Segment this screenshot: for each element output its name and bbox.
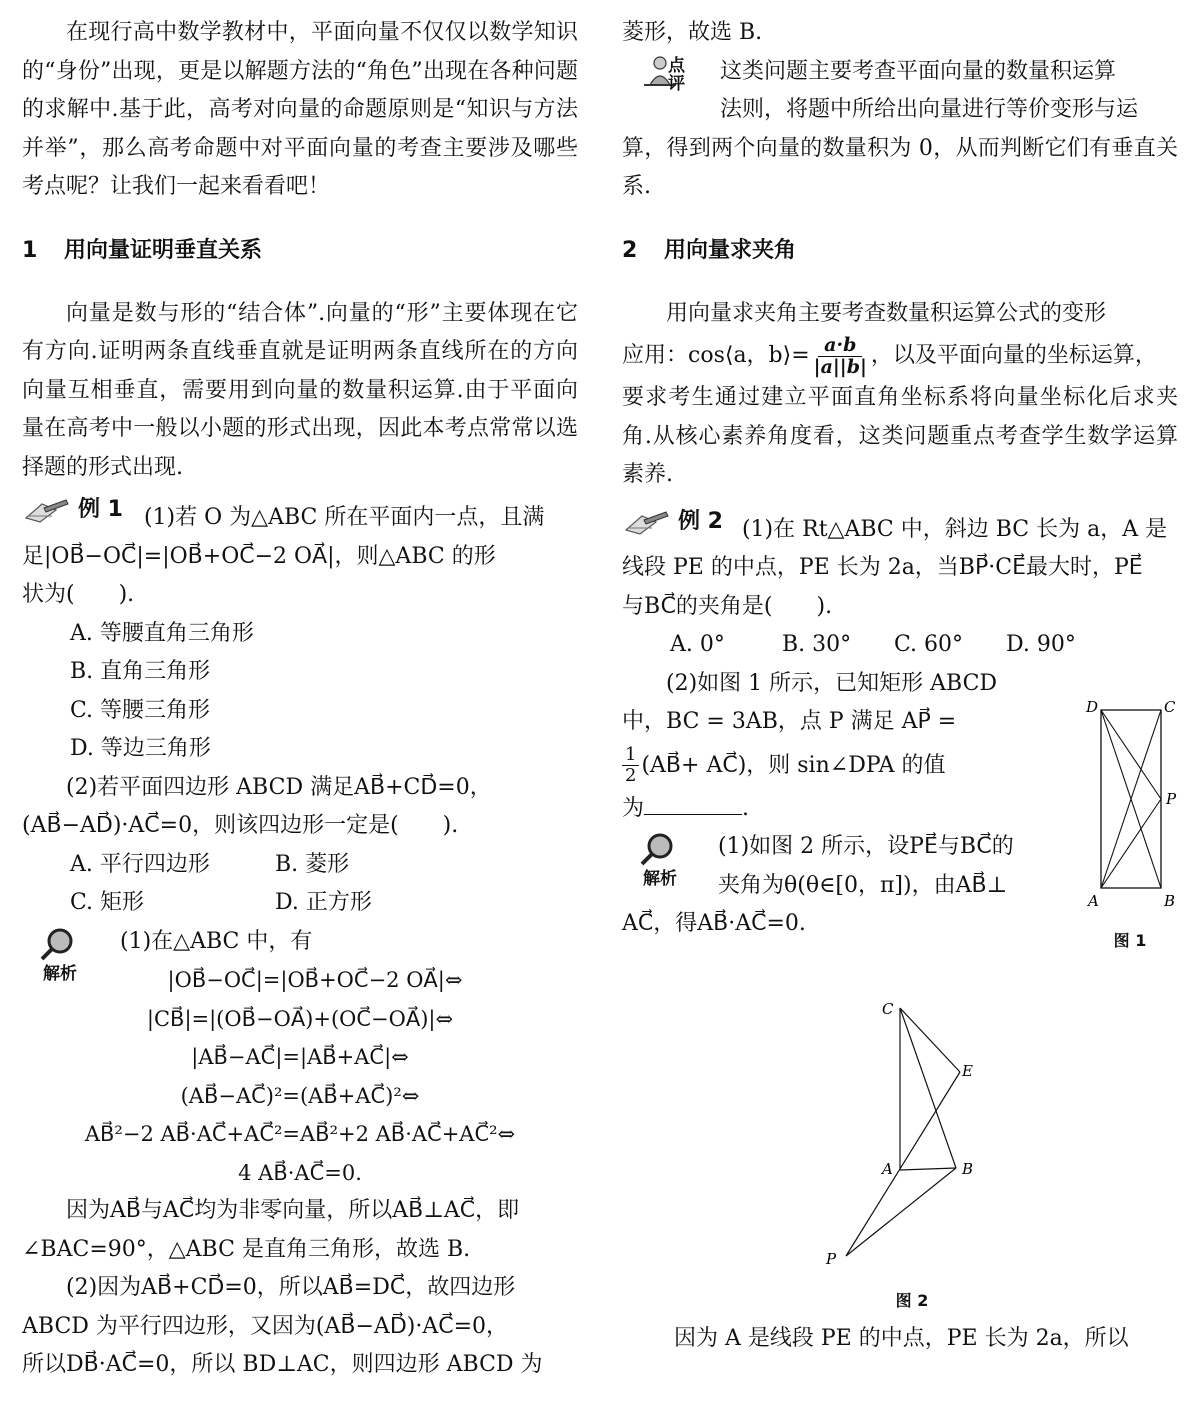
half-denominator: 2: [625, 765, 637, 787]
example-1-q1-text-3: 状为( ).: [22, 582, 135, 608]
ex2-q2-line4-text: 为: [622, 795, 645, 821]
section-2-heading: [622, 207, 1178, 295]
solution-1-equation: |OB⃗−OC⃗|=|OB⃗+OC⃗−2 OA⃗|⇔: [167, 968, 463, 993]
fig2-label-b: B: [962, 1160, 974, 1178]
formula-suffix: ，以及平面向量的坐标运算，: [870, 342, 1157, 368]
comment-line-1: 这类问题主要考查平面向量的数量积运算: [720, 58, 1117, 84]
section-2-formula-line: [622, 333, 1178, 379]
example-2-q1-text-3: 与BC⃗的夹角是( ).: [622, 593, 833, 619]
ex2-q2-line3-text: (AB⃗+ AC⃗)，则 sin∠DPA 的值: [641, 752, 946, 778]
section-1-number: 1: [22, 237, 38, 263]
left-column: [22, 14, 578, 1385]
comment-badge: [622, 55, 698, 93]
solution-1-equation: (AB⃗−AC⃗)²=(AB⃗+AC⃗)²⇔: [180, 1083, 420, 1108]
figure-2-caption: 图 2: [895, 1291, 929, 1310]
solution-1-conclusion-1: 因为AB⃗与AC⃗均为非零向量，所以AB⃗⊥AC⃗，即: [66, 1198, 520, 1224]
solution-1-intro: (1)在△ABC 中，有: [120, 928, 313, 954]
section-1-title: 用向量证明垂直关系: [64, 237, 263, 263]
example-1-label: 例 1: [78, 497, 123, 522]
example-2-tag: [622, 503, 723, 542]
solution-2-text-1: (1)如图 2 所示，设PE⃗与BC⃗的: [718, 834, 1014, 860]
solution-1-equation: 4 AB⃗·AC⃗=0.: [238, 1160, 362, 1185]
solution-1-conclusion-2: ∠BAC=90°，△ABC 是直角三角形，故选 B.: [22, 1236, 471, 1262]
fig1-label-d: D: [1086, 698, 1099, 716]
segment-ce: [900, 1008, 960, 1072]
solution-2-text-3: AC⃗，得AB⃗·AC⃗=0.: [622, 911, 806, 937]
solution-1-equation: AB⃗²−2 AB⃗·AC⃗+AC⃗²=AB⃗²+2 AB⃗·AC⃗+AC⃗²⇔: [84, 1122, 516, 1147]
half-numerator: 1: [622, 745, 639, 766]
answer-blank: [644, 792, 742, 815]
final-line: 因为 A 是线段 PE 的中点，PE 长为 2a，所以: [674, 1326, 1129, 1351]
example-1-tag: [22, 491, 123, 530]
example-2-q2-text-3: [622, 742, 1036, 790]
figure-2-diagram: [816, 996, 996, 1272]
continued-text: 菱形，故选 B.: [622, 20, 763, 45]
ex2-option-d: D. 90°: [1006, 632, 1076, 658]
ex1-q2-options-row-2: [22, 884, 578, 923]
fig1-label-a: A: [1088, 892, 1099, 910]
fig1-label-c: C: [1164, 698, 1176, 716]
ex1-q1-option-d: D. 等边三角形: [70, 736, 211, 762]
example-2-label: 例 2: [678, 508, 723, 534]
solution-1-badge: [22, 927, 98, 983]
comment-rest: 算，得到两个向量的数量积为 0，从而判断它们有垂直关系.: [622, 135, 1178, 199]
example-2-q2-text-1: (2)如图 1 所示，已知矩形 ABCD: [666, 670, 998, 696]
solution-1-equation: |CB⃗|=|(OB⃗−OA⃗)+(OC⃗−OA⃗)|⇔: [146, 1006, 454, 1031]
figure-1-caption: 图 1: [1113, 931, 1147, 950]
ex2-q1-options: [622, 626, 1178, 665]
segment-ap: [1101, 799, 1161, 888]
ex1-q2-option-a: A. 平行四边形: [70, 851, 210, 877]
segment-dp: [1101, 710, 1161, 799]
ex1-q1-option-c: C. 等腰三角形: [70, 697, 211, 723]
example-2-q2-block: [622, 665, 1036, 944]
pen-paper-icon: [622, 508, 672, 536]
solution-1-label: 解析: [43, 963, 77, 984]
section-2-title: 用向量求夹角: [664, 237, 797, 263]
solution-2-block: [622, 828, 1036, 905]
example-1-q2-text-1: (2)若平面四边形 ABCD 满足AB⃗+CD⃗=0，: [66, 774, 492, 800]
example-2-q1-text-1: (1)在 Rt△ABC 中，斜边 BC 长为 a，A 是: [741, 516, 1168, 542]
solution-2-line-3: 所以DB⃗·AC⃗=0，所以 BD⊥AC，则四边形 ABCD 为: [22, 1352, 543, 1378]
solution-2-line-1: (2)因为AB⃗+CD⃗=0，所以AB⃗=DC⃗，故四边形: [66, 1275, 516, 1301]
example-1-q2-text-2: (AB⃗−AD⃗)·AC⃗=0，则该四边形一定是( ).: [22, 813, 459, 839]
fig1-label-b: B: [1164, 892, 1176, 910]
example-1-q1-text-2: 足|OB⃗−OC⃗|=|OB⃗+OC⃗−2 OA⃗|，则△ABC 的形: [22, 543, 496, 569]
ex2-option-b: B. 30°: [782, 632, 852, 658]
figure-1: [1080, 694, 1190, 954]
section-2-rest: 要求考生通过建立平面直角坐标系将向量坐标化后求夹角.从核心素养角度看，这类问题重点考查学生数学运算素养.: [622, 385, 1178, 487]
example-2-line-1: [622, 503, 1178, 550]
fig2-label-e: E: [962, 1062, 973, 1080]
section-1-heading: [22, 207, 578, 295]
ex1-q2-option-b: B. 菱形: [275, 851, 350, 877]
figure-1-diagram: [1080, 694, 1190, 914]
fig1-label-p: P: [1166, 790, 1177, 808]
segment-cb: [900, 1008, 956, 1168]
magnifier-icon: [38, 927, 82, 961]
example-2-q2-text-4: 为 .: [622, 790, 1036, 829]
comment-line-2: 法则，将题中所给出向量进行等价变形与运: [720, 97, 1139, 122]
solution-2-line-2: ABCD 为平行四边形，又因为(AB⃗−AD⃗)·AC⃗=0，: [22, 1313, 509, 1339]
section-2-line-1: 用向量求夹角主要考查数量积运算公式的变形: [666, 300, 1107, 326]
example-1-q1-text-1: (1)若 O 为△ABC 所在平面内一点，且满: [143, 505, 545, 531]
ex2-option-a: A. 0°: [670, 632, 725, 658]
fig2-label-c: C: [882, 1000, 894, 1018]
example-1-line-1: [22, 491, 578, 538]
angle-formula-fraction: [814, 335, 867, 378]
half-fraction: [622, 745, 639, 786]
example-2-q1-text-2: 线段 PE 的中点，PE 长为 2a，当BP⃗·CE⃗最大时，PE⃗: [622, 555, 1143, 581]
ex1-q2-option-d: D. 正方形: [275, 890, 372, 916]
intro-paragraph: 在现行高中数学教材中，平面向量不仅仅以数学知识的“身份”出现，更是以解题方法的“角色”出现在各种问题的求解中.基于此，高考对向量的命题原则是“知识与方法并举”，那么高考命题中对平面向量的考查主要涉及哪些考点呢？让我们一起来看看吧！: [22, 20, 578, 199]
ex1-q1-option-b: B. 直角三角形: [70, 659, 211, 685]
segment-ab: [900, 1168, 956, 1170]
formula-prefix: 应用：cos⟨a，b⟩=: [622, 342, 810, 368]
comment-label-2: 评: [668, 73, 685, 94]
fig2-label-p: P: [826, 1250, 837, 1268]
ex1-q2-option-c: C. 矩形: [70, 890, 145, 916]
comment-label-1: 点: [668, 55, 685, 76]
ex1-q1-option-a: A. 等腰直角三角形: [70, 620, 254, 646]
solution-2-badge: [622, 832, 698, 888]
section-1-body: 向量是数与形的“结合体”.向量的“形”主要体现在它有方向.证明两条直线垂直就是证明两条直线所在的方向向量互相垂直，需要用到向量的数量积运算.由于平面向量在高考中一般以小题的形式出现，因此本考点常常以选择题的形式出现.: [22, 300, 578, 480]
comment-block: [622, 53, 1178, 130]
segment-pb: [846, 1168, 956, 1256]
ex1-q2-options-row-1: [22, 846, 578, 885]
fraction-denominator: |a||b|: [813, 355, 867, 378]
solution-2-label: 解析: [643, 869, 677, 890]
solution-1-equation: |AB⃗−AC⃗|=|AB⃗+AC⃗|⇔: [191, 1045, 409, 1070]
pen-paper-icon: [22, 496, 72, 524]
fig2-label-a: A: [882, 1160, 893, 1178]
section-2-number: 2: [622, 237, 638, 263]
magnifier-icon: [638, 832, 682, 866]
fraction-numerator: a·b: [818, 335, 862, 357]
example-2-q2-text-2: 中，BC = 3AB，点 P 满足 AP⃗ =: [622, 709, 957, 735]
solution-2-text-2: 夹角为θ(θ∈[0，π])，由AB⃗⊥: [718, 872, 1008, 898]
solution-1-block: [22, 923, 578, 1193]
segment-pe: [846, 1072, 960, 1256]
figure-2: [816, 996, 996, 1312]
ex2-option-c: C. 60°: [894, 632, 964, 658]
